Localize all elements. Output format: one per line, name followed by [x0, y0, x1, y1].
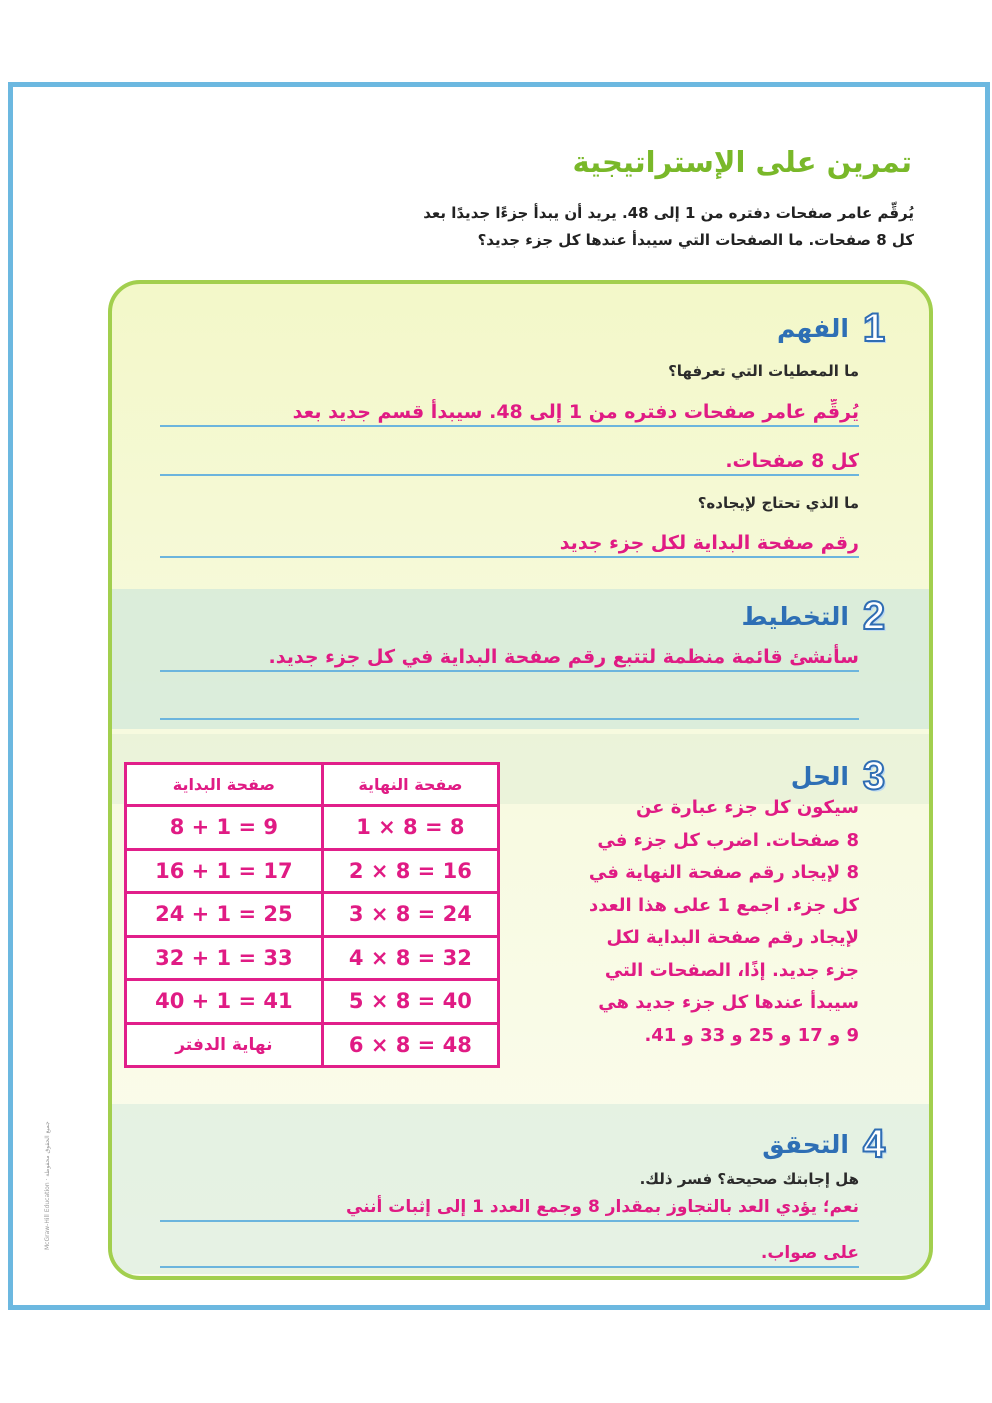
table-cell-start: 32 + 1 = 33 — [126, 936, 323, 980]
step-number-3: 3 — [862, 753, 886, 798]
side-credit: McGraw-Hill Education · جميع الحقوق محفوظة — [44, 1121, 51, 1250]
organized-list-table — [124, 762, 500, 1068]
solve-line: سيبدأ عندها كل جزء جديد هي — [598, 992, 859, 1013]
table-cell-end: 1 × 8 = 8 — [322, 806, 498, 850]
answer-find[interactable]: رقم صفحة البداية لكل جزء جديد — [160, 530, 859, 558]
page-title: تمرين على الإستراتيجية — [572, 145, 912, 179]
answer-plan-blank[interactable] — [160, 692, 859, 720]
solve-explanation — [529, 792, 859, 1052]
step-number-4: 4 — [862, 1121, 886, 1166]
step-number-2: 2 — [862, 593, 886, 638]
section-understand-head — [777, 306, 893, 350]
table-cell-start: 8 + 1 = 9 — [126, 806, 323, 850]
table-cell-end: 5 × 8 = 40 — [322, 980, 498, 1024]
section-plan-head — [741, 594, 893, 638]
section-check-head — [762, 1122, 893, 1166]
section-title-understand: الفهم — [776, 313, 849, 343]
solve-line: جزء جديد. إذًا، الصفحات التي — [604, 959, 859, 981]
table-cell-start: 16 + 1 = 17 — [126, 849, 323, 893]
table-row — [126, 849, 499, 893]
table-cell-end: 3 × 8 = 24 — [322, 893, 498, 937]
table-row — [126, 806, 499, 850]
answer-known-line-1[interactable]: يُرقِّم عامر صفحات دفتره من 1 إلى 48. سيبدأ قسم جديد بعد — [160, 399, 859, 427]
table-cell-start: نهاية الدفتر — [126, 1023, 323, 1067]
answer-check-line-2[interactable]: على صواب. — [160, 1240, 859, 1268]
answer-check-line-1[interactable]: نعم؛ يؤدي العد بالتجاوز بمقدار 8 وجمع العدد 1 إلى إثبات أنني — [160, 1194, 859, 1222]
table-row — [126, 1023, 499, 1067]
table-cell-start: 24 + 1 = 25 — [126, 893, 323, 937]
solve-line: 8 صفحات. اضرب كل جزء في — [597, 829, 859, 851]
table-row — [126, 893, 499, 937]
table-row — [126, 980, 499, 1024]
table-cell-start: 40 + 1 = 41 — [126, 980, 323, 1024]
column-header-end-page: صفحة النهاية — [322, 764, 498, 806]
problem-statement — [294, 200, 914, 254]
solve-line: 8 لإيجاد رقم صفحة النهاية في — [588, 862, 859, 883]
question-check: هل إجابتك صحيحة؟ فسر ذلك. — [639, 1170, 859, 1188]
section-title-check: التحقق — [762, 1129, 849, 1159]
table-cell-end: 2 × 8 = 16 — [322, 849, 498, 893]
strategy-panel — [108, 280, 933, 1280]
table-cell-end: 6 × 8 = 48 — [322, 1023, 498, 1067]
answer-plan[interactable]: سأنشئ قائمة منظمة لتتبع رقم صفحة البداية في كل جزء جديد. — [160, 644, 859, 672]
section-title-solve: الحل — [790, 761, 849, 791]
solve-line: كل جزء. اجمع 1 على هذا العدد — [588, 894, 859, 916]
section-title-plan: التخطيط — [741, 601, 849, 631]
problem-line: كل 8 صفحات. ما الصفحات التي سيبدأ عندها كل جزء جديد؟ — [477, 231, 914, 249]
column-header-start-page: صفحة البداية — [126, 764, 323, 806]
solve-line: لإيجاد رقم صفحة البداية لكل — [606, 927, 859, 948]
solve-line: سيكون كل جزء عبارة عن — [635, 797, 859, 818]
problem-line: يُرقِّم عامر صفحات دفتره من 1 إلى 48. يريد أن يبدأ جزءًا جديدًا بعد — [423, 204, 914, 222]
table-cell-end: 4 × 8 = 32 — [322, 936, 498, 980]
question-known: ما المعطيات التي تعرفها؟ — [668, 362, 859, 380]
solve-line: 9 و 17 و 25 و 33 و 41. — [644, 1024, 859, 1046]
answer-known-line-2[interactable]: كل 8 صفحات. — [160, 448, 859, 476]
question-find: ما الذي تحتاج لإيجاده؟ — [697, 494, 859, 512]
step-number-1: 1 — [862, 305, 886, 350]
table-row — [126, 936, 499, 980]
table-header-row — [126, 764, 499, 806]
